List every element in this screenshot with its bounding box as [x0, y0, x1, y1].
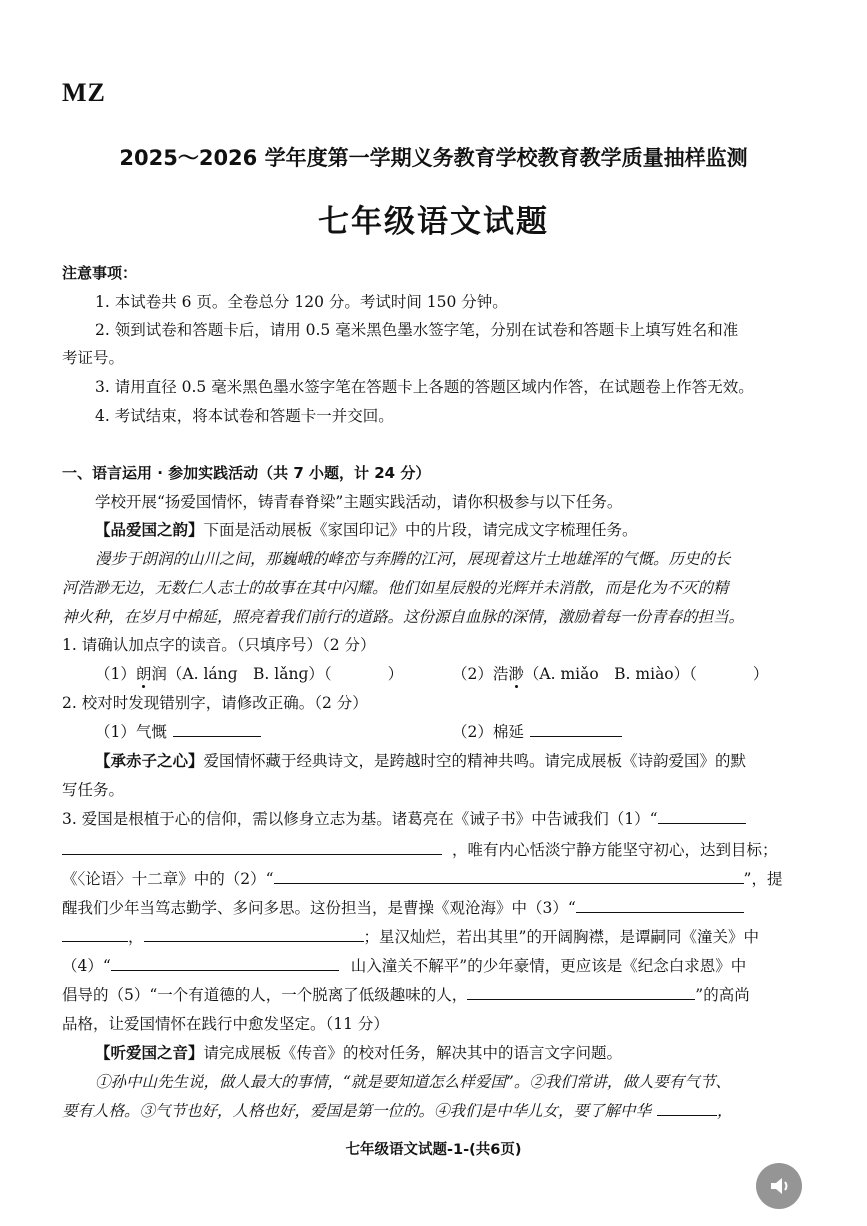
- notes-item-4: 4. 考试结束，将本试卷和答题卡一并交回。: [95, 407, 394, 425]
- q3-text-3b: ”，提: [743, 870, 783, 888]
- q1-option-2: [452, 662, 768, 684]
- q3-line-6: [62, 954, 746, 976]
- q3-blank-1a[interactable]: [658, 809, 746, 824]
- task2-line: [95, 749, 746, 771]
- notes-item-2: 2. 领到试卷和答题卡后，请用 0.5 毫米黑色墨水签字笔，分别在试卷和答题卡上填写姓名和准: [95, 321, 739, 339]
- q3-text-3a: 《〈论语〉十二章》中的（2）“: [62, 870, 274, 888]
- section-intro: 学校开展“扬爱国情怀，铸青春脊梁”主题实践活动，请你积极参与以下任务。: [95, 493, 623, 511]
- q3-line-2: [62, 838, 778, 860]
- q3-blank-3b[interactable]: [62, 927, 128, 942]
- q1-1-number: （1）: [95, 665, 136, 683]
- passage-blank[interactable]: [657, 1101, 717, 1116]
- passage-5-comma: ，: [717, 1102, 733, 1120]
- q3-text-2: ，唯有内心恬淡宁静方能坚守初心，达到目标；: [452, 841, 778, 859]
- q3-text-7b: ”的高尚: [695, 986, 750, 1004]
- q3-blank-4[interactable]: [111, 956, 339, 971]
- q3-line-4: [62, 896, 744, 918]
- question-2: 2. 校对时发现错别字，请修改正确。（2 分）: [62, 694, 368, 712]
- q3-text-4: 醒我们少年当笃志勤学、多问多思。这份担当，是曹操《观沧海》中（3）“: [62, 899, 576, 917]
- q3-text-7a: 倡导的（5）“一个有道德的人，一个脱离了低级趣味的人，: [62, 986, 468, 1004]
- q1-1-close: ）: [387, 665, 404, 683]
- page-footer: 七年级语文试题-1-(共6页): [345, 1142, 522, 1158]
- q1-1-choices: 润（A. lánɡ B. lǎnɡ）（: [151, 665, 332, 683]
- task1-tag: 【品爱国之韵】: [95, 521, 204, 539]
- notes-item-1: 1. 本试卷共 6 页。全卷总分 120 分。考试时间 150 分钟。: [95, 293, 508, 311]
- passage-line-2: 河浩渺无边，无数仁人志士的故事在其中闪耀。他们如星辰般的光辉并未消散，而是化为不灭的精: [62, 579, 729, 597]
- task2-text-cont: 写任务。: [62, 781, 125, 799]
- task3-tag: 【听爱国之音】: [95, 1044, 204, 1062]
- task2-text: 爱国情怀藏于经典诗文，是跨越时空的精神共鸣。请完成展板《诗韵爱国》的默: [203, 752, 747, 770]
- q3-line-8: 品格，让爱国情怀在践行中愈发坚定。（11 分）: [62, 1015, 389, 1033]
- audio-button[interactable]: [756, 1163, 802, 1209]
- q1-option-1: [95, 662, 403, 684]
- passage-5-text: 要有人格。③气节也好，人格也好，爱国是第一位的。④我们是中华儿女，要了解中华: [62, 1102, 652, 1120]
- q2-item-1: [95, 720, 261, 742]
- q3-blank-3c[interactable]: [144, 927, 364, 942]
- q1-2-choices: （A. miǎo B. miào）（: [523, 665, 697, 683]
- q3-line-1: [62, 807, 746, 829]
- q3-line-5: [62, 925, 759, 947]
- passage-line-1: 漫步于朗润的山川之间，那巍峨的峰峦与奔腾的江河，展现着这片土地雄浑的气慨。历史的长: [95, 550, 731, 568]
- notes-item-2-cont: 考证号。: [62, 349, 125, 367]
- notes-item-3: 3. 请用直径 0.5 毫米黑色墨水签字笔在答题卡上各题的答题区域内作答，在试题卷上作答无效。: [95, 378, 754, 396]
- question-1: 1. 请确认加点字的读音。（只填序号）（2 分）: [62, 636, 376, 654]
- q1-2-close: ）: [752, 665, 769, 683]
- q2-1-blank[interactable]: [173, 722, 261, 737]
- q3-comma: ，: [128, 928, 144, 946]
- q2-2-blank[interactable]: [530, 722, 622, 737]
- q3-line-7: [62, 983, 750, 1005]
- q1-2-number: （2）浩: [452, 665, 509, 683]
- task1-text: 下面是活动展板《家国印记》中的片段，请完成文字梳理任务。: [203, 521, 638, 539]
- section-heading: 一、语言运用 · 参加实践活动（共 7 小题，计 24 分）: [62, 464, 431, 482]
- passage-line-5: [62, 1099, 733, 1121]
- q3-text-6b: 山入潼关不解平”的少年豪情，更应该是《纪念白求恩》中: [350, 957, 747, 975]
- q3-text-6a: （4）“: [62, 957, 111, 975]
- task3-text: 请完成展板《传音》的校对任务，解决其中的语言文字问题。: [203, 1044, 623, 1062]
- exam-title: 2025～2026 学年度第一学期义务教育学校教育教学质量抽样监测: [119, 146, 748, 170]
- q3-blank-5[interactable]: [467, 985, 695, 1000]
- task1-line: [95, 518, 638, 540]
- paper-title: 七年级语文试题: [318, 204, 549, 240]
- passage-line-3: 神火种，在岁月中棉延，照亮着我们前行的道路。这份源自血脉的深情，激励着每一份青春的担当。: [62, 608, 745, 626]
- task2-tag: 【承赤子之心】: [95, 752, 204, 770]
- speaker-icon: [767, 1174, 791, 1198]
- q3-blank-3a[interactable]: [576, 898, 744, 913]
- passage-line-4: ①孙中山先生说，做人最大的事情，“就是要知道怎么样爱国”。②我们常讲，做人要有气节、: [95, 1073, 731, 1091]
- q3-blank-2[interactable]: [274, 869, 744, 884]
- q2-2-label: （2）棉延: [452, 723, 524, 741]
- q3-text-1: 3. 爱国是根植于心的信仰，需以修身立志为基。诸葛亮在《诫子书》中告诫我们（1）“: [62, 810, 658, 828]
- q3-text-5: ；星汉灿烂，若出其里”的开阔胸襟，是谭嗣同《潼关》中: [363, 928, 759, 946]
- q3-line-3: [62, 867, 782, 889]
- q3-blank-1b[interactable]: [62, 840, 442, 855]
- q1-1-dotted-char: 朗: [135, 665, 152, 683]
- paper-code-mark: MZ: [62, 78, 106, 107]
- notes-heading: 注意事项：: [62, 264, 138, 282]
- q1-2-dotted-char: 渺: [508, 665, 524, 683]
- task3-line: [95, 1041, 622, 1063]
- q2-1-label: （1）气慨: [95, 723, 167, 741]
- q2-item-2: [452, 720, 622, 742]
